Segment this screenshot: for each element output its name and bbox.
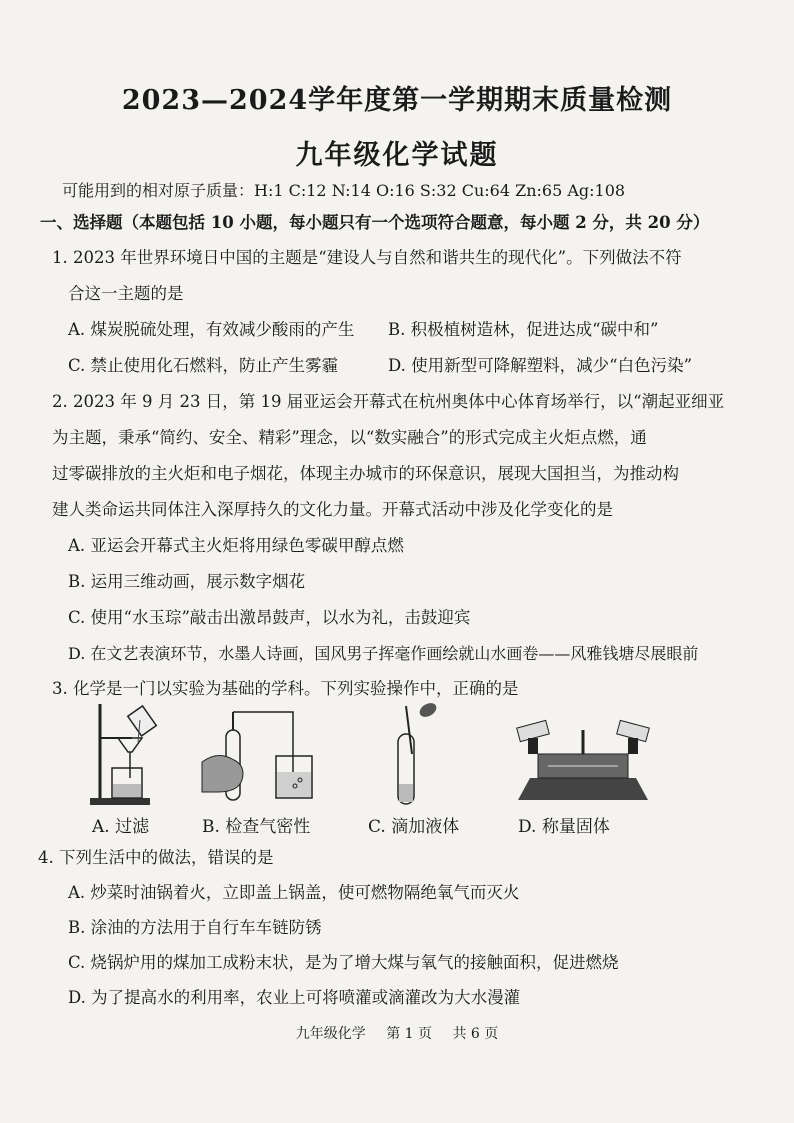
figure-b-caption: B. 检查气密性 [202, 817, 311, 837]
q4-option-d: D. 为了提高水的利用率，农业上可将喷灌或滴灌改为大水漫灌 [68, 988, 521, 1007]
figure-c-caption: C. 滴加液体 [368, 817, 460, 837]
q2-option-c: C. 使用“水玉琮”敲击出激昂鼓声，以水为礼，击鼓迎宾 [68, 608, 471, 627]
q4-option-c: C. 烧锅炉用的煤加工成粉末状，是为了增大煤与氧气的接触面积，促进燃烧 [68, 953, 619, 972]
q1-option-b: B. 积极植树造林，促进达成“碳中和” [388, 320, 659, 339]
q2-option-a: A. 亚运会开幕式主火炬将用绿色零碳甲醇点燃 [68, 536, 404, 555]
exam-subtitle: 九年级化学试题 [295, 140, 499, 171]
q2-stem-line1: 2. 2023 年 9 月 23 日，第 19 届亚运会开幕式在杭州奥体中心体育场举行，以“潮起亚细亚 [52, 392, 725, 411]
figure-d-caption: D. 称量固体 [518, 817, 610, 837]
footer-page-number: 第 1 页 [386, 1026, 432, 1042]
q1-option-c: C. 禁止使用化石燃料，防止产生雾霾 [68, 356, 339, 375]
q2-stem-line2: 为主题，秉承“简约、安全、精彩”理念，以“数实融合”的形式完成主火炬点燃，通 [52, 428, 647, 447]
q2-stem-line3: 过零碳排放的主火炬和电子烟花，体现主办城市的环保意识，展现大国担当，为推动构 [52, 464, 679, 483]
section-heading: 一、选择题（本题包括 10 小题，每小题只有一个选项符合题意，每小题 2 分，共 20 分） [40, 213, 710, 232]
q4-option-a: A. 炒菜时油锅着火，立即盖上锅盖，使可燃物隔绝氧气而灭火 [68, 883, 520, 902]
filtration-apparatus-figure [82, 700, 182, 810]
q2-option-d: D. 在文艺表演环节，水墨人诗画，国风男子挥毫作画绘就山水画卷——风雅钱塘尽展眼前 [68, 644, 699, 663]
balance-figure [508, 700, 658, 810]
q2-option-b: B. 运用三维动画，展示数字烟花 [68, 572, 306, 591]
q1-option-d: D. 使用新型可降解塑料，减少“白色污染” [388, 356, 693, 375]
q1-stem-line2: 合这一主题的是 [68, 284, 184, 303]
footer-total-pages: 共 6 页 [452, 1026, 499, 1042]
q3-stem: 3. 化学是一门以实验为基础的学科。下列实验操作中，正确的是 [52, 679, 519, 698]
footer-subject: 九年级化学 [295, 1026, 366, 1042]
page-footer [0, 1023, 794, 1043]
airtightness-check-figure [198, 700, 328, 810]
q1-stem-line1: 1. 2023 年世界环境日中国的主题是“建设人与自然和谐共生的现代化”。下列做法不符 [52, 248, 682, 267]
q2-stem-line4: 建人类命运共同体注入深厚持久的文化力量。开幕式活动中涉及化学变化的是 [52, 500, 613, 519]
figure-a-caption: A. 过滤 [92, 817, 150, 837]
q4-stem: 4. 下列生活中的做法，错误的是 [38, 848, 274, 867]
q1-option-a: A. 煤炭脱硫处理，有效减少酸雨的产生 [68, 320, 355, 339]
q4-option-b: B. 涂油的方法用于自行车车链防锈 [68, 918, 322, 937]
dropper-figure [384, 700, 454, 810]
atomic-masses-line: 可能用到的相对原子质量：H:1 C:12 N:14 O:16 S:32 Cu:64 Zn:65 Ag:108 [62, 181, 626, 200]
exam-title: 2023—2024学年度第一学期期末质量检测 [121, 85, 673, 116]
